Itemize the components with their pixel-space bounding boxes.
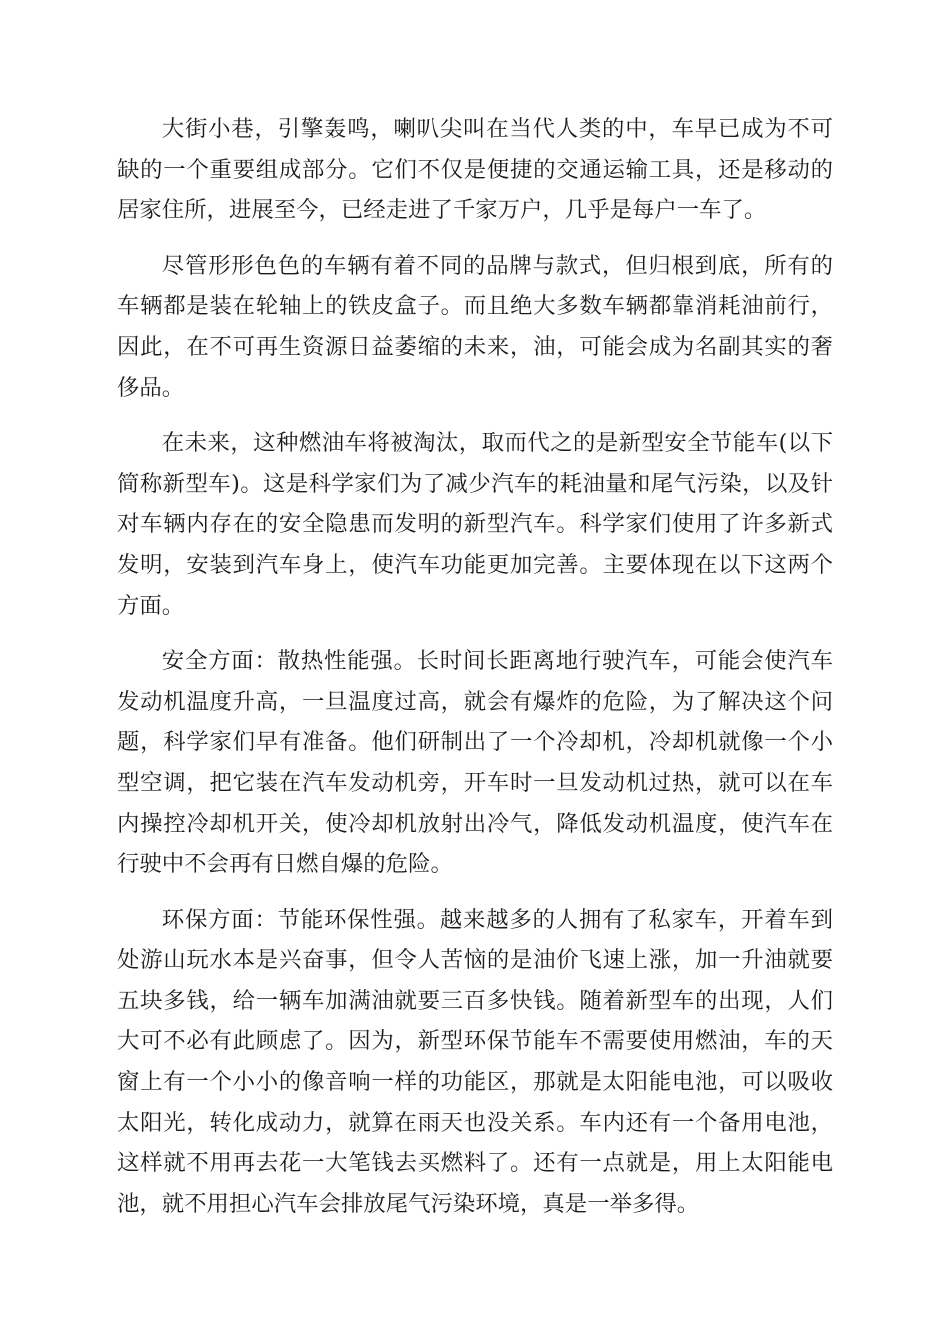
paragraph-intro: 大街小巷，引擎轰鸣，喇叭尖叫在当代人类的中，车早已成为不可缺的一个重要组成部分。它们不仅是便捷的交通运输工具，还是移动的居家住所，进展至今，已经走进了千家万户，几乎是每户一车了。 bbox=[117, 116, 833, 224]
document-page bbox=[117, 109, 833, 1239]
paragraph-oil-problem: 尽管形形色色的车辆有着不同的品牌与款式，但归根到底，所有的车辆都是装在轮轴上的铁皮盒子。而且绝大多数车辆都靠消耗油前行，因此，在不可再生资源日益萎缩的未来，油，可能会成为名副其实的奢侈品。 bbox=[117, 252, 833, 401]
paragraph-safety: 安全方面：散热性能强。长时间长距离地行驶汽车，可能会使汽车发动机温度升高，一旦温度过高，就会有爆炸的危险，为了解决这个问题，科学家们早有准备。他们研制出了一个冷却机，冷却机就像一个小型空调，把它装在汽车发动机旁，开车时一旦发动机过热，就可以在车内操控冷却机开关，使冷却机放射出冷气，降低发动机温度，使汽车在行驶中不会再有日燃自爆的危险。 bbox=[117, 648, 833, 878]
paragraph-new-car: 在未来，这种燃油车将被淘汰，取而代之的是新型安全节能车(以下简称新型车)。这是科学家们为了减少汽车的耗油量和尾气污染，以及针对车辆内存在的安全隐患而发明的新型汽车。科学家们使用了许多新式发明，安装到汽车身上，使汽车功能更加完善。主要体现在以下这两个方面。 bbox=[117, 430, 833, 619]
paragraph-environment: 环保方面：节能环保性强。越来越多的人拥有了私家车，开着车到处游山玩水本是兴奋事，但令人苦恼的是油价飞速上涨，加一升油就要五块多钱，给一辆车加满油就要三百多快钱。随着新型车的出现，人们大可不必有此顾虑了。因为，新型环保节能车不需要使用燃油，车的天窗上有一个小小的像音响一样的功能区，那就是太阳能电池，可以吸收太阳光，转化成动力，就算在雨天也没关系。车内还有一个备用电池，这样就不用再去花一大笔钱去买燃料了。还有一点就是，用上太阳能电池，就不用担心汽车会排放尾气污染环境，真是一举多得。 bbox=[117, 906, 833, 1217]
